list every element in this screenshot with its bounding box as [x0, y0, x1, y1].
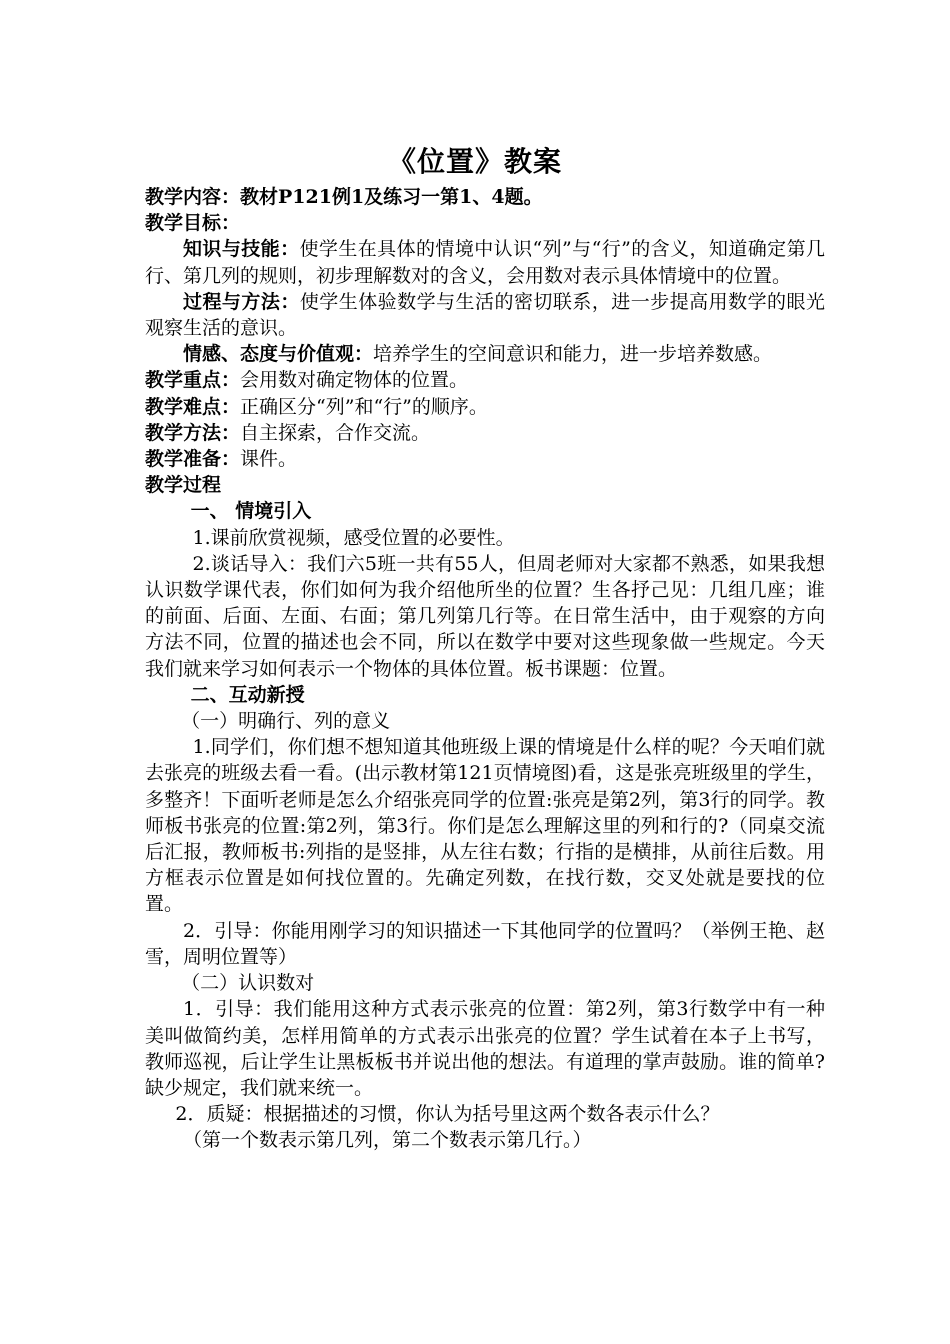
goal-emotion	[145, 341, 825, 367]
goal-process	[145, 289, 825, 341]
difficulty-label: 教学难点：	[145, 395, 241, 418]
process-heading: 教学过程	[145, 474, 222, 497]
difficulty-line	[145, 394, 825, 420]
goal-label: 知识与技能：	[183, 238, 300, 261]
goal-label: 过程与方法：	[183, 290, 300, 313]
preparation-text: 课件。	[240, 448, 298, 471]
goals-heading: 教学目标：	[145, 212, 241, 235]
document-body	[145, 184, 825, 1154]
method-text: 自主探索，合作交流。	[240, 421, 431, 444]
section-2-paragraph: 1.同学们，你们想不想知道其他班级上课的情境是什么样的呢？今天咱们就去张亮的班级去看一看。(出示教材第121页情境图)看，这是张亮班级里的学生，多整齐！下面听老师是怎么介绍张亮同学的位置:张亮是第2列，第3行的同学。教师板书张亮的位置:第2列，第3行。你们是怎么理解这里的列和行的?（同桌交流后汇报，教师板书:列指的是竖排，从左往右数；行指的是横排，从前往后数。用方框表示位置是如何找位置的。先确定列数，在找行数，交叉处就是要找的位置。	[145, 736, 825, 916]
goal-text: 培养学生的空间意识和能力，进一步培养数感。	[373, 343, 773, 366]
preparation-label: 教学准备：	[145, 448, 241, 471]
goal-text: 使学生在具体的情境中认识“列”与“行”的含义，知道确定第几行、第几列的规则，初步理解数对的含义，会用数对表示具体情境中的位置。	[145, 238, 825, 287]
goal-label: 情感、态度与价值观：	[183, 343, 374, 366]
goal-text: 使学生体验数学与生活的密切联系，进一步提高用数学的眼光观察生活的意识。	[145, 290, 825, 340]
section-2-paragraph: 2．引导：你能用刚学习的知识描述一下其他同学的位置吗？（举例王艳、赵雪，周明位置等）	[145, 919, 825, 968]
document-title: 《位置》教案	[387, 145, 562, 178]
section-2-paragraph: 1．引导：我们能用这种方式表示张亮的位置：第2列，第3行数学中有一种美叫做简约美，怎样用简单的方式表示出张亮的位置？学生试着在本子上书写，教师巡视，后让学生让黑板板书并说出他的想法。有道理的掌声鼓励。谁的简单?缺少规定，我们就来统一。	[145, 998, 825, 1099]
teaching-content-line: 教学内容：教材P121例1及练习一第1、4题。	[145, 186, 543, 208]
key-point-text: 会用数对确定物体的位置。	[240, 369, 469, 392]
section-1-paragraph: 1.课前欣赏视频，感受位置的必要性。	[192, 526, 515, 549]
key-point-line	[145, 367, 825, 393]
section-2-paragraph: （第一个数表示第几列，第二个数表示第几行。）	[183, 1129, 592, 1152]
method-line	[145, 420, 825, 446]
goal-knowledge	[145, 236, 825, 288]
subsection-2-heading: （二）认识数对	[181, 972, 315, 995]
difficulty-text: 正确区分“列”和“行”的顺序。	[240, 395, 488, 418]
key-point-label: 教学重点：	[145, 369, 241, 392]
section-2-paragraph: 2．质疑：根据描述的习惯，你认为括号里这两个数各表示什么？	[175, 1103, 720, 1126]
preparation-line	[145, 446, 825, 472]
method-label: 教学方法：	[145, 421, 241, 444]
section-1-heading: 一、 情境引入	[190, 500, 312, 523]
subsection-1-heading: （一）明确行、列的意义	[181, 710, 391, 733]
section-2-heading: 二、互动新授	[190, 683, 305, 706]
section-1-paragraph: 2.谈话导入：我们六5班一共有55人，但周老师对大家都不熟悉，如果我想认识数学课代表，你们如何为我介绍他所坐的位置？生各抒己见：几组几座；谁的前面、后面、左面、右面；第几列第几行等。在日常生活中，由于观察的方向方法不同，位置的描述也会不同，所以在数学中要对这些现象做一些规定。今天我们就来学习如何表示一个物体的具体位置。板书课题：位置。	[145, 552, 825, 680]
